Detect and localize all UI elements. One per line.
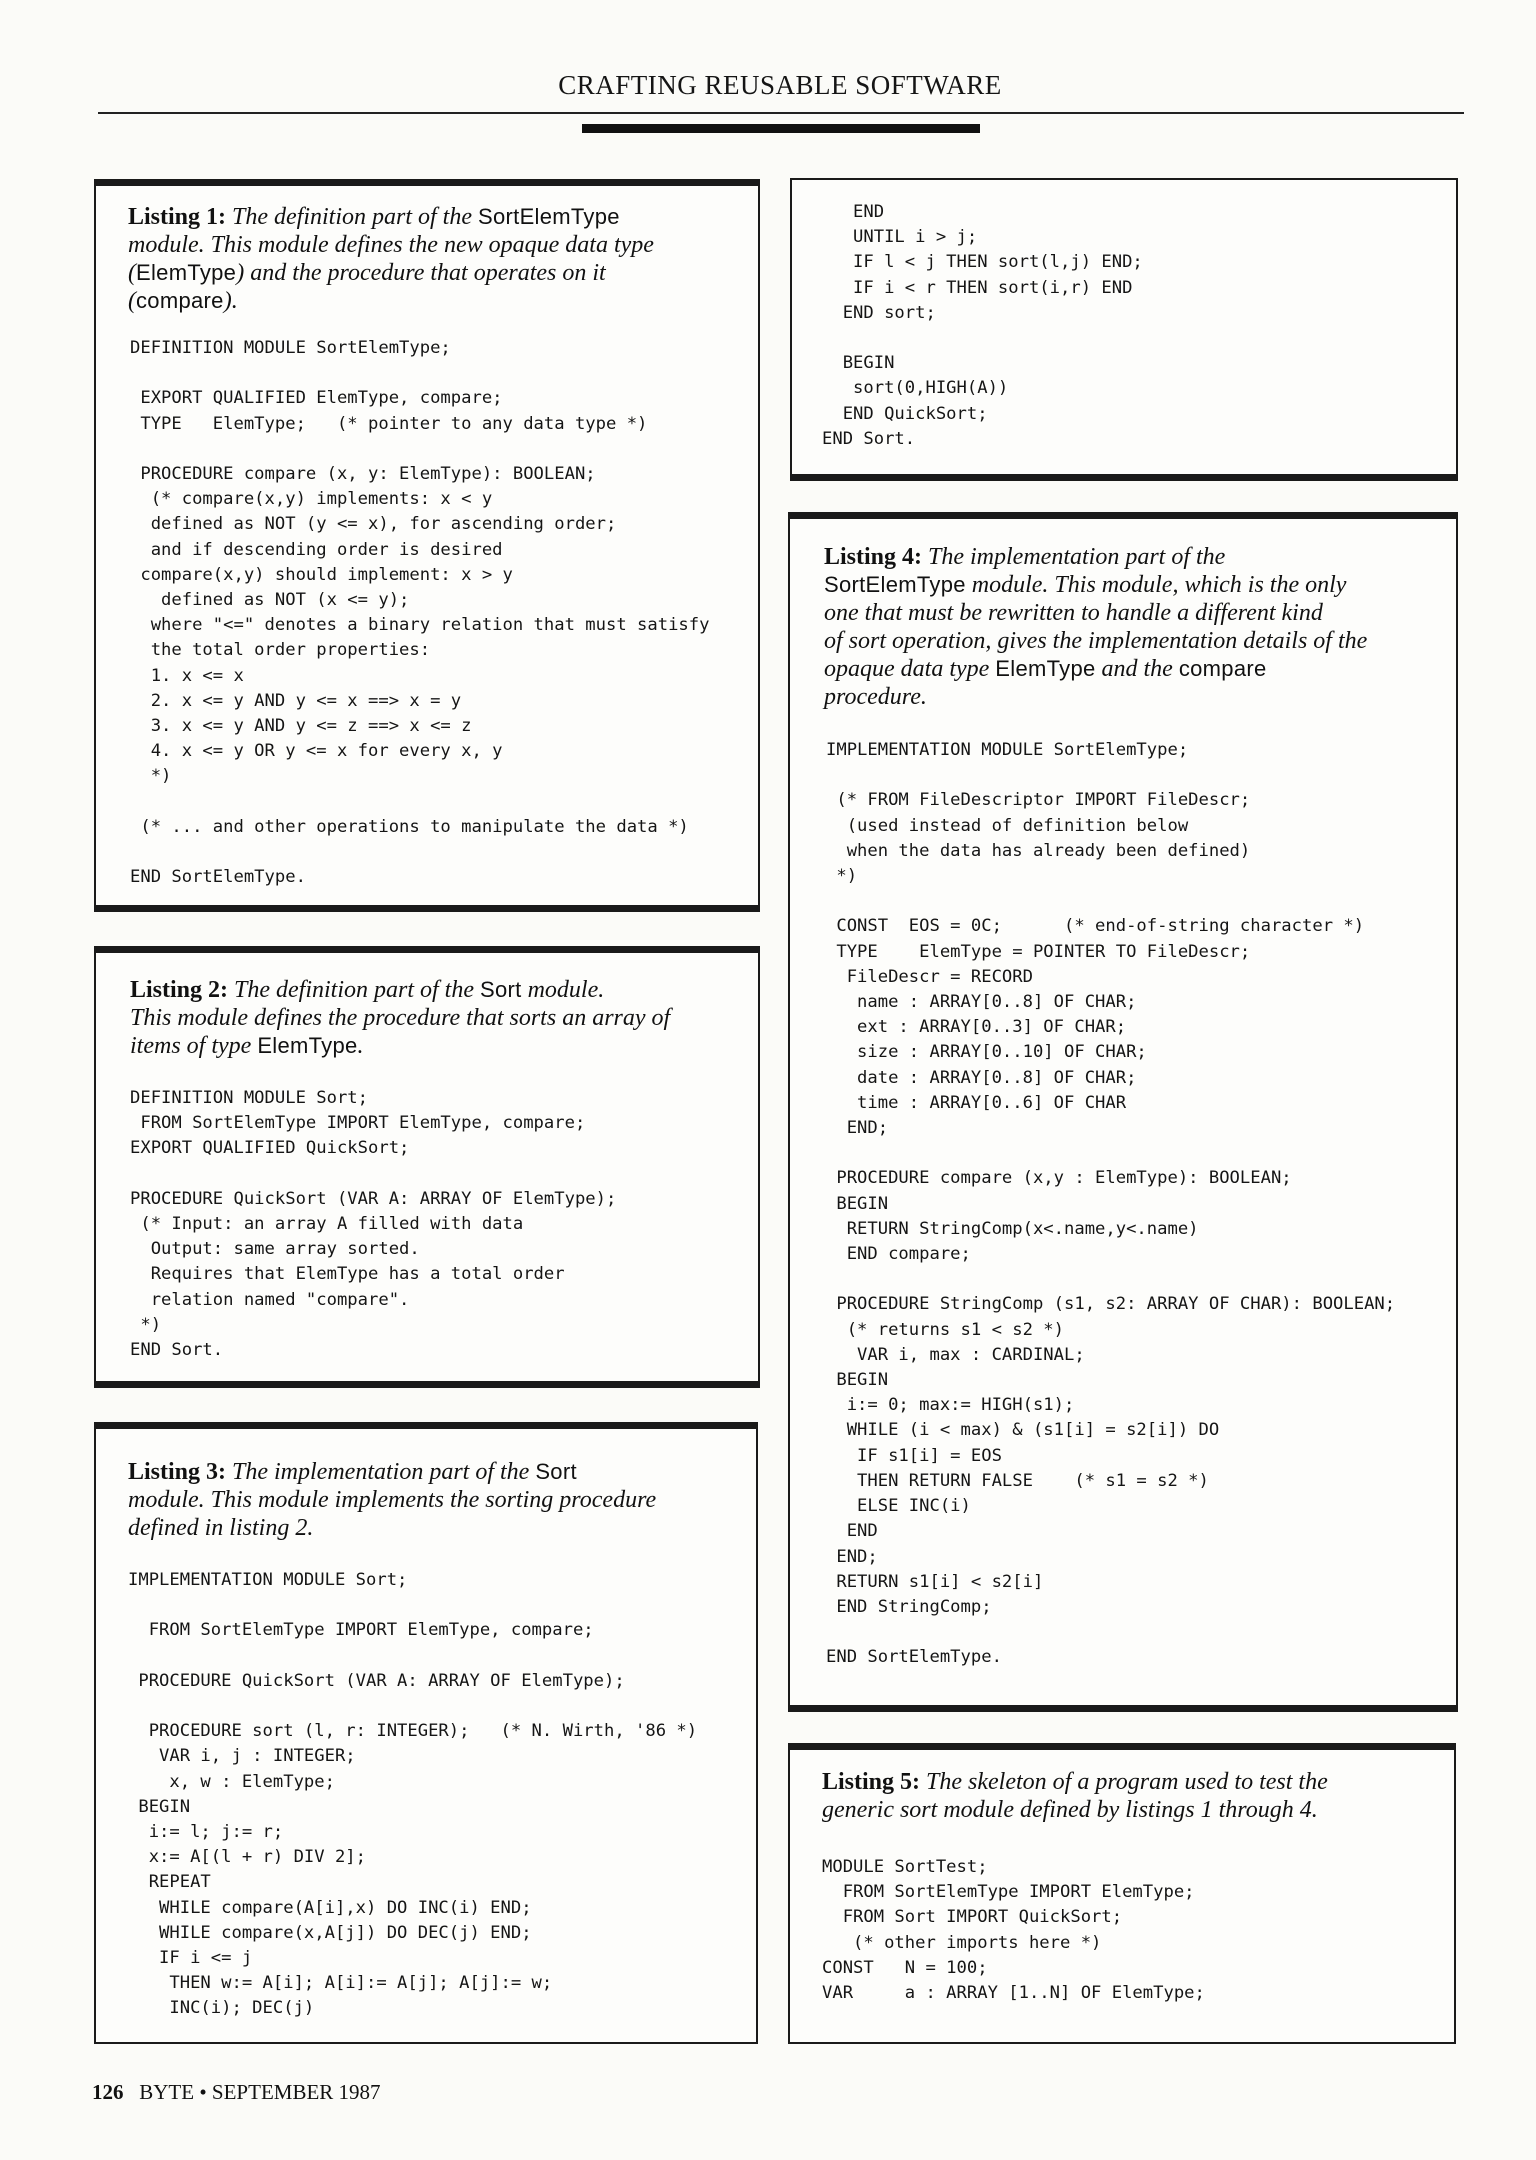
listing-1-label: Listing 1:: [128, 204, 227, 230]
listing-3-label: Listing 3:: [128, 1459, 227, 1485]
listing-2-code: DEFINITION MODULE Sort; FROM SortElemType IMPORT ElemType, compare; EXPORT QUALIFIED QuickSort; PROCEDURE QuickSort (VAR A: ARRAY OF ElemType); (* Input: an array A filled with data Output: same array sorted. Requires that ElemType has a total order relation named "compare". *) END Sort.: [130, 1088, 617, 1361]
listing-1-code: DEFINITION MODULE SortElemType; EXPORT QUALIFIED ElemType, compare; TYPE ElemType; (* pointer to any data type *) PROCEDURE compare (x, y: ElemType): BOOLEAN; (* compare(x,y) implements: x < y defined as NOT (y <= x), for ascending order; and if descending order is desired compare(x,y) should implement: x > y defined as NOT (x <= y); where "<=" denotes a binary relation that must satisfy the total order properties: 1. x <= x 2. x <= y AND y <= x ==> x = y 3. x <= y AND y <= z ==> x <= z 4. x <= y OR y <= x for every x, y *) (* ... and other operations to manipulate the data *) END SortElemType.: [130, 338, 710, 888]
listing-3-caption: Listing 3: The implementation part of the Sort module. This module implements the sorting procedure defined in listing 2.: [128, 1459, 657, 1541]
listing-5-caption: Listing 5: The skeleton of a program used to test the generic sort module defined by listings 1 through 4.: [822, 1769, 1328, 1823]
header-rule: [98, 112, 1464, 114]
page-number: 126: [92, 2080, 124, 2104]
listing-5-code: MODULE SortTest; FROM SortElemType IMPORT ElemType; FROM Sort IMPORT QuickSort; (* other imports here *) CONST N = 100; VAR a : ARRAY [1..N] OF ElemType;: [822, 1857, 1205, 2004]
listing-5-label: Listing 5:: [822, 1769, 921, 1795]
magazine-issue: BYTE • SEPTEMBER 1987: [139, 2080, 381, 2104]
listing-3-continued-code: END UNTIL i > j; IF l < j THEN sort(l,j) END; IF i < r THEN sort(i,r) END END sort; BEGIN sort(0,HIGH(A)) END QuickSort; END Sort.: [822, 202, 1143, 449]
listing-3-code: IMPLEMENTATION MODULE Sort; FROM SortElemType IMPORT ElemType, compare; PROCEDURE QuickSort (VAR A: ARRAY OF ElemType); PROCEDURE sort (l, r: INTEGER); (* N. Wirth, '86 *) VAR i, j : INTEGER; x, w : ElemType; BEGIN i:= l; j:= r; x:= A[(l + r) DIV 2]; REPEAT WHILE compare(A[i],x) DO INC(i) END; WHILE compare(x,A[j]) DO DEC(j) END; IF i <= j THEN w:= A[i]; A[i]:= A[j]; A[j]:= w; INC(i); DEC(j): [128, 1570, 698, 2019]
listing-4-label: Listing 4:: [824, 544, 923, 570]
running-head: CRAFTING REUSABLE SOFTWARE: [558, 70, 1002, 100]
header-bar: [582, 124, 980, 133]
listing-4-caption: Listing 4: The implementation part of the SortElemType module. This module, which is the only one that must be rewritten to handle a different kind of sort operation, gives the implementation details of the opaque data type ElemType and the compare procedure.: [824, 544, 1368, 710]
listing-2-caption: Listing 2: The definition part of the Sort module. This module defines the procedure that sorts an array of items of type ElemType.: [130, 977, 671, 1059]
listing-2-label: Listing 2:: [130, 977, 229, 1003]
listing-4-code: IMPLEMENTATION MODULE SortElemType; (* FROM FileDescriptor IMPORT FileDescr; (used instead of definition below when the data has already been defined) *) CONST EOS = 0C; (* end-of-string character *) TYPE ElemType = POINTER TO FileDescr; FileDescr = RECORD name : ARRAY[0..8] OF CHAR; ext : ARRAY[0..3] OF CHAR; size : ARRAY[0..10] OF CHAR; date : ARRAY[0..8] OF CHAR; time : ARRAY[0..6] OF CHAR END; PROCEDURE compare (x,y : ElemType): BOOLEAN; BEGIN RETURN StringComp(x<.name,y<.name) END compare; PROCEDURE StringComp (s1, s2: ARRAY OF CHAR): BOOLEAN; (* returns s1 < s2 *) VAR i, max : CARDINAL; BEGIN i:= 0; max:= HIGH(s1); WHILE (i < max) & (s1[i] = s2[i]) DO IF s1[i] = EOS THEN RETURN FALSE (* s1 = s2 *) ELSE INC(i) END END; RETURN s1[i] < s2[i] END StringComp; END SortElemType.: [826, 740, 1396, 1668]
listing-1-caption: Listing 1: The definition part of the SortElemType module. This module defines the new opaque data type (ElemType) and the procedure that operates on it (compare).: [128, 204, 654, 314]
page-footer: [92, 2080, 381, 2105]
